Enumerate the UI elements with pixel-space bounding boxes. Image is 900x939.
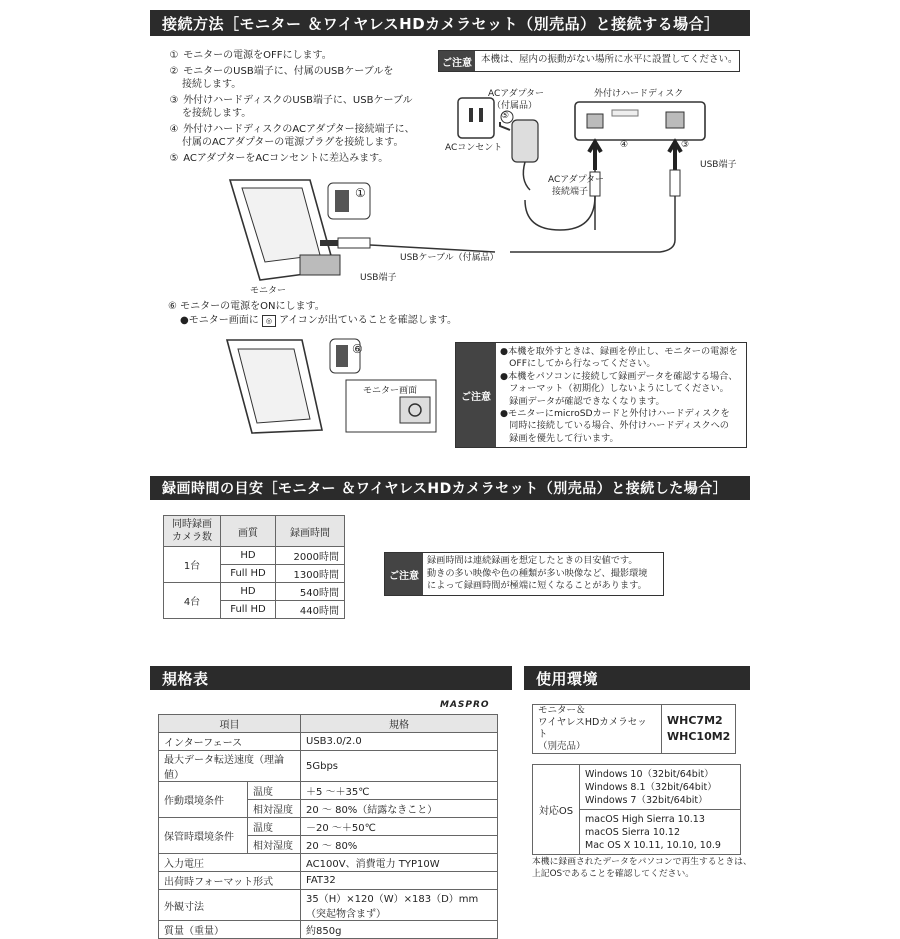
- ac-outlet-label: ACコンセント: [445, 143, 503, 153]
- monitor-screen-label: モニター画面: [363, 386, 418, 396]
- step-3: ③ 外付けハードディスクのUSB端子に、USBケーブル: [169, 95, 413, 106]
- caution-text: 本機は、屋内の振動がない場所に水平に設置してください。: [481, 54, 738, 65]
- monitor-usb-port-label: USB端子: [360, 273, 397, 283]
- hdd-icon: [575, 102, 705, 140]
- ac-port-label-1: ACアダプター: [548, 175, 605, 185]
- caution-tag: ご注意: [385, 553, 423, 595]
- ac-outlet-icon: [458, 98, 494, 138]
- hdd-label: 外付けハードディスク: [594, 89, 684, 99]
- step-5: ⑤ ACアダプターをACコンセントに差込みます。: [169, 153, 389, 164]
- step-4: ④ 外付けハードディスクのACアダプター接続端子に、: [169, 124, 415, 135]
- header-quality: 画質: [221, 516, 276, 547]
- table-row: Full HD 440時間: [164, 601, 345, 619]
- step-6: ⑥ モニターの電源をONにします。: [168, 301, 325, 312]
- rec-time-table: [163, 515, 345, 619]
- env-note: 本機に録画されたデータをパソコンで再生するときは、 上記OSであることを確認してください。: [532, 857, 752, 879]
- marker-5: ⑤: [501, 111, 510, 121]
- step-3-cont: を接続します。: [182, 108, 252, 119]
- caution-tag: ご注意: [439, 51, 475, 71]
- step-1: ① モニターの電源をOFFにします。: [169, 50, 332, 61]
- caution-removal: [455, 342, 747, 448]
- marker-4: ④: [620, 140, 629, 150]
- ac-adapter-icon: [500, 120, 538, 190]
- spec-table: 項目 規格 インターフェース USB3.0/2.0 最大データ転送速度（理論値） 5Gbps 作動環境条件 温度 ＋5 ～＋35℃ 相対湿度 20 ～ 80%（結露なきこと） 保管時環境条件 温度 －20 ～＋50℃ 相対湿度 20 ～ 80% 入力電圧 AC100V、消費電力 TYP10W 出荷時フォーマット形式 FAT32 外観寸法 35（H）×120（W）×183（D）mm（突起物含まず） 質量（重量） 約850g: [158, 714, 498, 939]
- step-4-cont: 付属のACアダプターの電源プラグを接続します。: [182, 137, 404, 148]
- spec-section-title: 規格表: [150, 666, 512, 690]
- ac-adapter-label: ACアダプター: [488, 89, 545, 99]
- marker-1: ①: [355, 186, 366, 200]
- ac-port-label-2: 接続端子: [552, 187, 589, 197]
- table-row: 1台 HD 2000時間: [164, 547, 345, 565]
- monitor-label: モニター: [250, 286, 287, 296]
- ac-adapter-sub-label: （付属品）: [492, 101, 538, 111]
- header-cams: 同時録画 カメラ数: [164, 516, 221, 547]
- rectime-section-title: 録画時間の目安［モニター ＆ワイヤレスHDカメラセット（別売品）と接続した場合］: [150, 476, 750, 500]
- env-section-title: 使用環境: [524, 666, 750, 690]
- env-os-table: 対応OS Windows 10（32bit/64bit） Windows 8.1（32bit/64bit） Windows 7（32bit/64bit） macOS High Sierra 10.13 macOS Sierra 10.12 Mac OS X 10.11, 10.10, 10.9: [532, 764, 741, 855]
- usb-cable-label: USBケーブル（付属品）: [400, 253, 499, 263]
- caution-rec-time: [384, 552, 664, 596]
- caution-text: ●本機を取外すときは、録画を停止し、モニターの電源を OFFにしてから行なってください。 ●本機をパソコンに接続して録画データを確認する場合、 フォーマット（初期化）しないようにしてください。 録画データが確認できなくなります。 ●モニターにmicroSDカードと外付けハードディスクを 同時に接続している場合、外付けハードディスクへの 録画を優先して行います。: [500, 346, 738, 444]
- table-row: Full HD 1300時間: [164, 565, 345, 583]
- monitor-icon: [230, 180, 340, 280]
- caution-text: 録画時間は連続録画を想定したときの目安値です。 動きの多い映像や色の種類が多い映像など、撮影環境 によって録画時間が極端に短くなることがあります。: [427, 555, 648, 591]
- caution-tag: ご注意: [456, 343, 496, 447]
- connect-section-title: 接続方法［モニター ＆ワイヤレスHDカメラセット（別売品）と接続する場合］: [150, 10, 750, 36]
- env-product-table: モニター＆ ワイヤレスHDカメラセット （別売品） WHC7M2 WHC10M2: [532, 704, 736, 754]
- caution-level-install: [438, 50, 740, 72]
- maspro-logo: MASPRO: [440, 700, 490, 710]
- hdd-usb-port-label: USB端子: [700, 160, 737, 170]
- step-2: ② モニターのUSB端子に、付属のUSBケーブルを: [169, 66, 394, 77]
- table-row: 4台 HD 540時間: [164, 583, 345, 601]
- header-time: 録画時間: [276, 516, 345, 547]
- marker-6: ⑥: [352, 342, 363, 356]
- record-icon: ◎: [262, 315, 276, 327]
- step-2-cont: 接続します。: [182, 79, 242, 90]
- marker-3: ③: [681, 140, 690, 150]
- step-6-sub: ●モニター画面に ◎ アイコンが出ていることを確認します。: [180, 315, 458, 326]
